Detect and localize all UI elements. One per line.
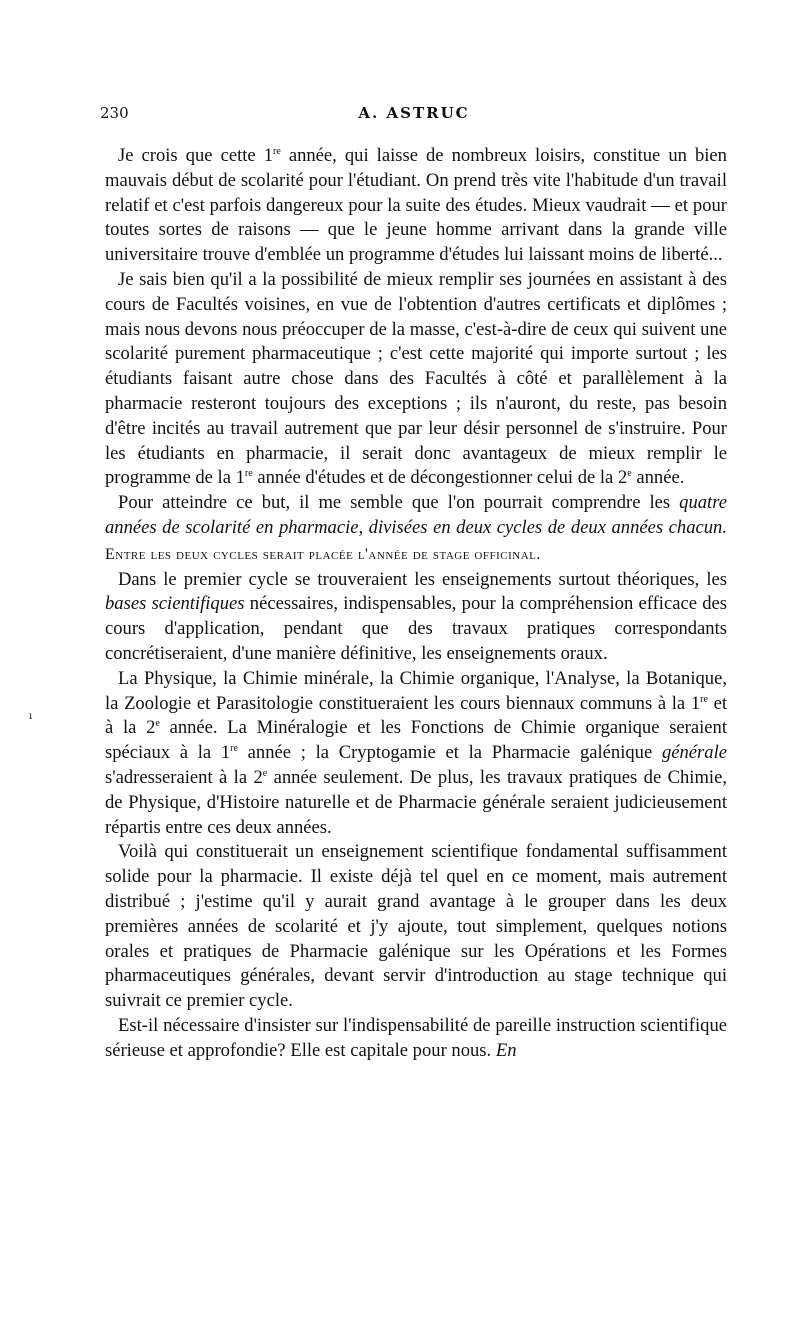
running-title: A. ASTRUC: [358, 104, 470, 122]
paragraph-7: Est-il nécessaire d'insister sur l'indispensabilité de pareille instruction scientifique sérieuse et approfondie? Elle est capitale pour nous. En: [105, 1014, 727, 1061]
body-text: [105, 144, 727, 1063]
paragraph-6: Voilà qui constituerait un enseignement scientifique fondamental suffisamment solide pour la pharmacie. Il existe déjà tel quel en ce moment, mais autrement distribué ; j'estime qu'il y aurait grand avantage à le grouper dans les deux premières années de scolarité et j'y ajoute, tout simplement, quelques notions orales et pratiques de Pharmacie galénique sur les Opérations et les Formes pharmaceutiques générales, devant servir d'introduction au stage technique qui suivrait ce premier cycle.: [105, 841, 727, 1012]
page-number: 230: [100, 104, 129, 122]
paragraph-1: Je crois que cette 1re année, qui laisse de nombreux loisirs, constitue un bien mauvais début de scolarité pour l'étudiant. On prend très vite l'habitude d'un travail relatif et c'est parfois dangereux pour la suite des études. Mieux vaudrait — et pour toutes sortes de raisons — que le jeune homme arrivant dans la grande ville universitaire trouve d'emblée un programme d'études lui laissant moins de liberté...: [105, 145, 727, 266]
page-header: [100, 104, 728, 132]
paragraph-4: Dans le premier cycle se trouveraient les enseignements surtout théoriques, les bases scientifiques nécessaires, indispensables, pour la compréhension efficace des cours d'application, pendant que des travaux pratiques correspondants concrétiseraient, d'une manière définitive, les enseignements oraux.: [105, 568, 727, 664]
smallcaps-text: Entre les deux cycles serait placée l'année de stage officinal.: [105, 545, 541, 563]
emphasis-text: quatre années de scolarité en pharmacie, divisées en deux cycles de deux années chacun.: [105, 492, 727, 538]
paragraph-5: La Physique, la Chimie minérale, la Chimie organique, l'Analyse, la Botanique, la Zoologie et Parasitologie constitueraient les cours biennaux communs à la 1re et à la 2e année. La Minéralogie et les Fonctions de Chimie organique seraient spéciaux à la 1re année ; la Cryptogamie et la Pharmacie galénique générale s'adresseraient à la 2e année seulement. De plus, les travaux pratiques de Chimie, de Physique, d'Histoire naturelle et de Pharmacie générale seraient judicieusement répartis entre ces deux années.: [105, 667, 728, 838]
paragraph-3: Pour atteindre ce but, il me semble que l'on pourrait comprendre les quatre années de scolarité en pharmacie, divisées en deux cycles de deux années chacun. Entre les deux cycles serait placée l'année de stage officinal.: [105, 492, 727, 563]
emphasis-text: bases scientifiques: [105, 593, 245, 615]
emphasis-text: générale: [661, 742, 727, 764]
paragraph-2: Je sais bien qu'il a la possibilité de mieux remplir ses journées en assistant à des cours de Facultés voisines, en vue de l'obtention d'autres certificats et diplômes ; mais nous devons nous préoccuper de la masse, c'est-à-dire de ceux qui suivent une scolarité purement pharmaceutique ; c'est cette majorité qui importe surtout ; les étudiants faisant autre chose dans des Facultés à côté et parallèlement à la pharmacie resteront toujours des exceptions ; ils n'auront, du reste, pas besoin d'être incités au travail autrement que par leur désir personnel de s'instruire. Pour les étudiants en pharmacie, il serait donc avantageux de mieux remplir le programme de la 1re année d'études et de décongestionner celui de la 2e année.: [105, 268, 727, 489]
emphasis-text: En: [495, 1039, 517, 1061]
margin-mark: ı: [29, 711, 33, 722]
